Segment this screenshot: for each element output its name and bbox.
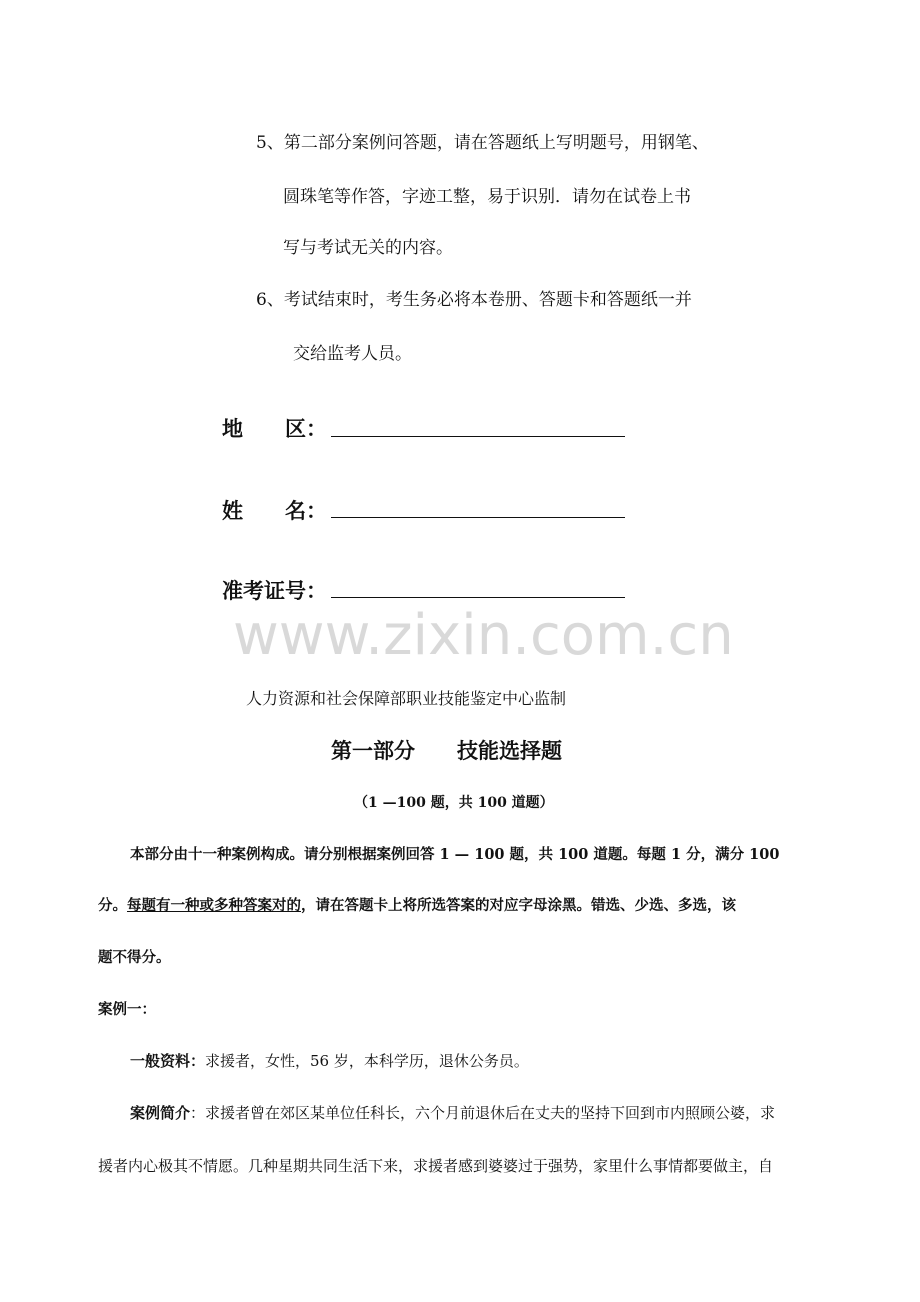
intro-line2 xyxy=(98,894,736,915)
exam-id-label: 准考证号： xyxy=(222,579,327,603)
instruction-6-line2: 交给监考人员。 xyxy=(293,344,412,364)
case-summary-line2: 援者内心极其不情愿。几种星期共同生活下来，求援者感到婆婆过于强势，家里什么事情都要做主，自 xyxy=(98,1157,774,1175)
part-subtitle: （1 —100 题，共 100 道题） xyxy=(354,795,554,811)
exam-id-underline xyxy=(331,597,625,598)
general-info xyxy=(130,1050,529,1071)
region-label: 地 区： xyxy=(222,417,327,441)
case-summary-label: 案例简介 xyxy=(130,1104,191,1122)
instruction-5-line3: 写与考试无关的内容。 xyxy=(283,238,453,258)
name-underline xyxy=(331,517,625,518)
part-title: 第一部分 技能选择题 xyxy=(331,739,562,763)
intro-line2-underlined: 每题有一种或多种答案对的 xyxy=(127,897,301,914)
intro-line1: 本部分由十一种案例构成。请分别根据案例回答 1 — 100 题，共 100 道题。每题 1 分，满分 100 xyxy=(130,846,780,863)
watermark: www.zixin.com.cn xyxy=(233,603,734,668)
region-underline xyxy=(331,436,625,437)
issuer-line: 人力资源和社会保障部职业技能鉴定中心监制 xyxy=(246,689,567,708)
case-heading: 案例一： xyxy=(98,1001,156,1018)
intro-line2-suffix: ，请在答题卡上将所选答案的对应字母涂黑。错选、少选、多选，该 xyxy=(301,897,736,914)
intro-line3: 题不得分。 xyxy=(98,949,171,966)
general-info-label: 一般资料： xyxy=(130,1052,206,1070)
general-info-text: 求援者，女性，56 岁，本科学历，退休公务员。 xyxy=(205,1052,529,1070)
case-summary-line1 xyxy=(130,1102,775,1123)
intro-line2-prefix: 分。 xyxy=(98,897,127,914)
name-label: 姓 名： xyxy=(222,499,327,523)
instruction-5-line2: 圆珠笔等作答，字迹工整，易于识别．请勿在试卷上书 xyxy=(283,187,691,207)
case-summary-text1: ：求援者曾在郊区某单位任科长，六个月前退休后在丈夫的坚持下回到市内照顾公婆，求 xyxy=(190,1104,776,1122)
instruction-6-line1: 6、考试结束时，考生务必将本卷册、答题卡和答题纸一并 xyxy=(256,290,692,310)
instruction-5-line1: 5、第二部分案例问答题，请在答题纸上写明题号，用钢笔、 xyxy=(256,133,709,153)
